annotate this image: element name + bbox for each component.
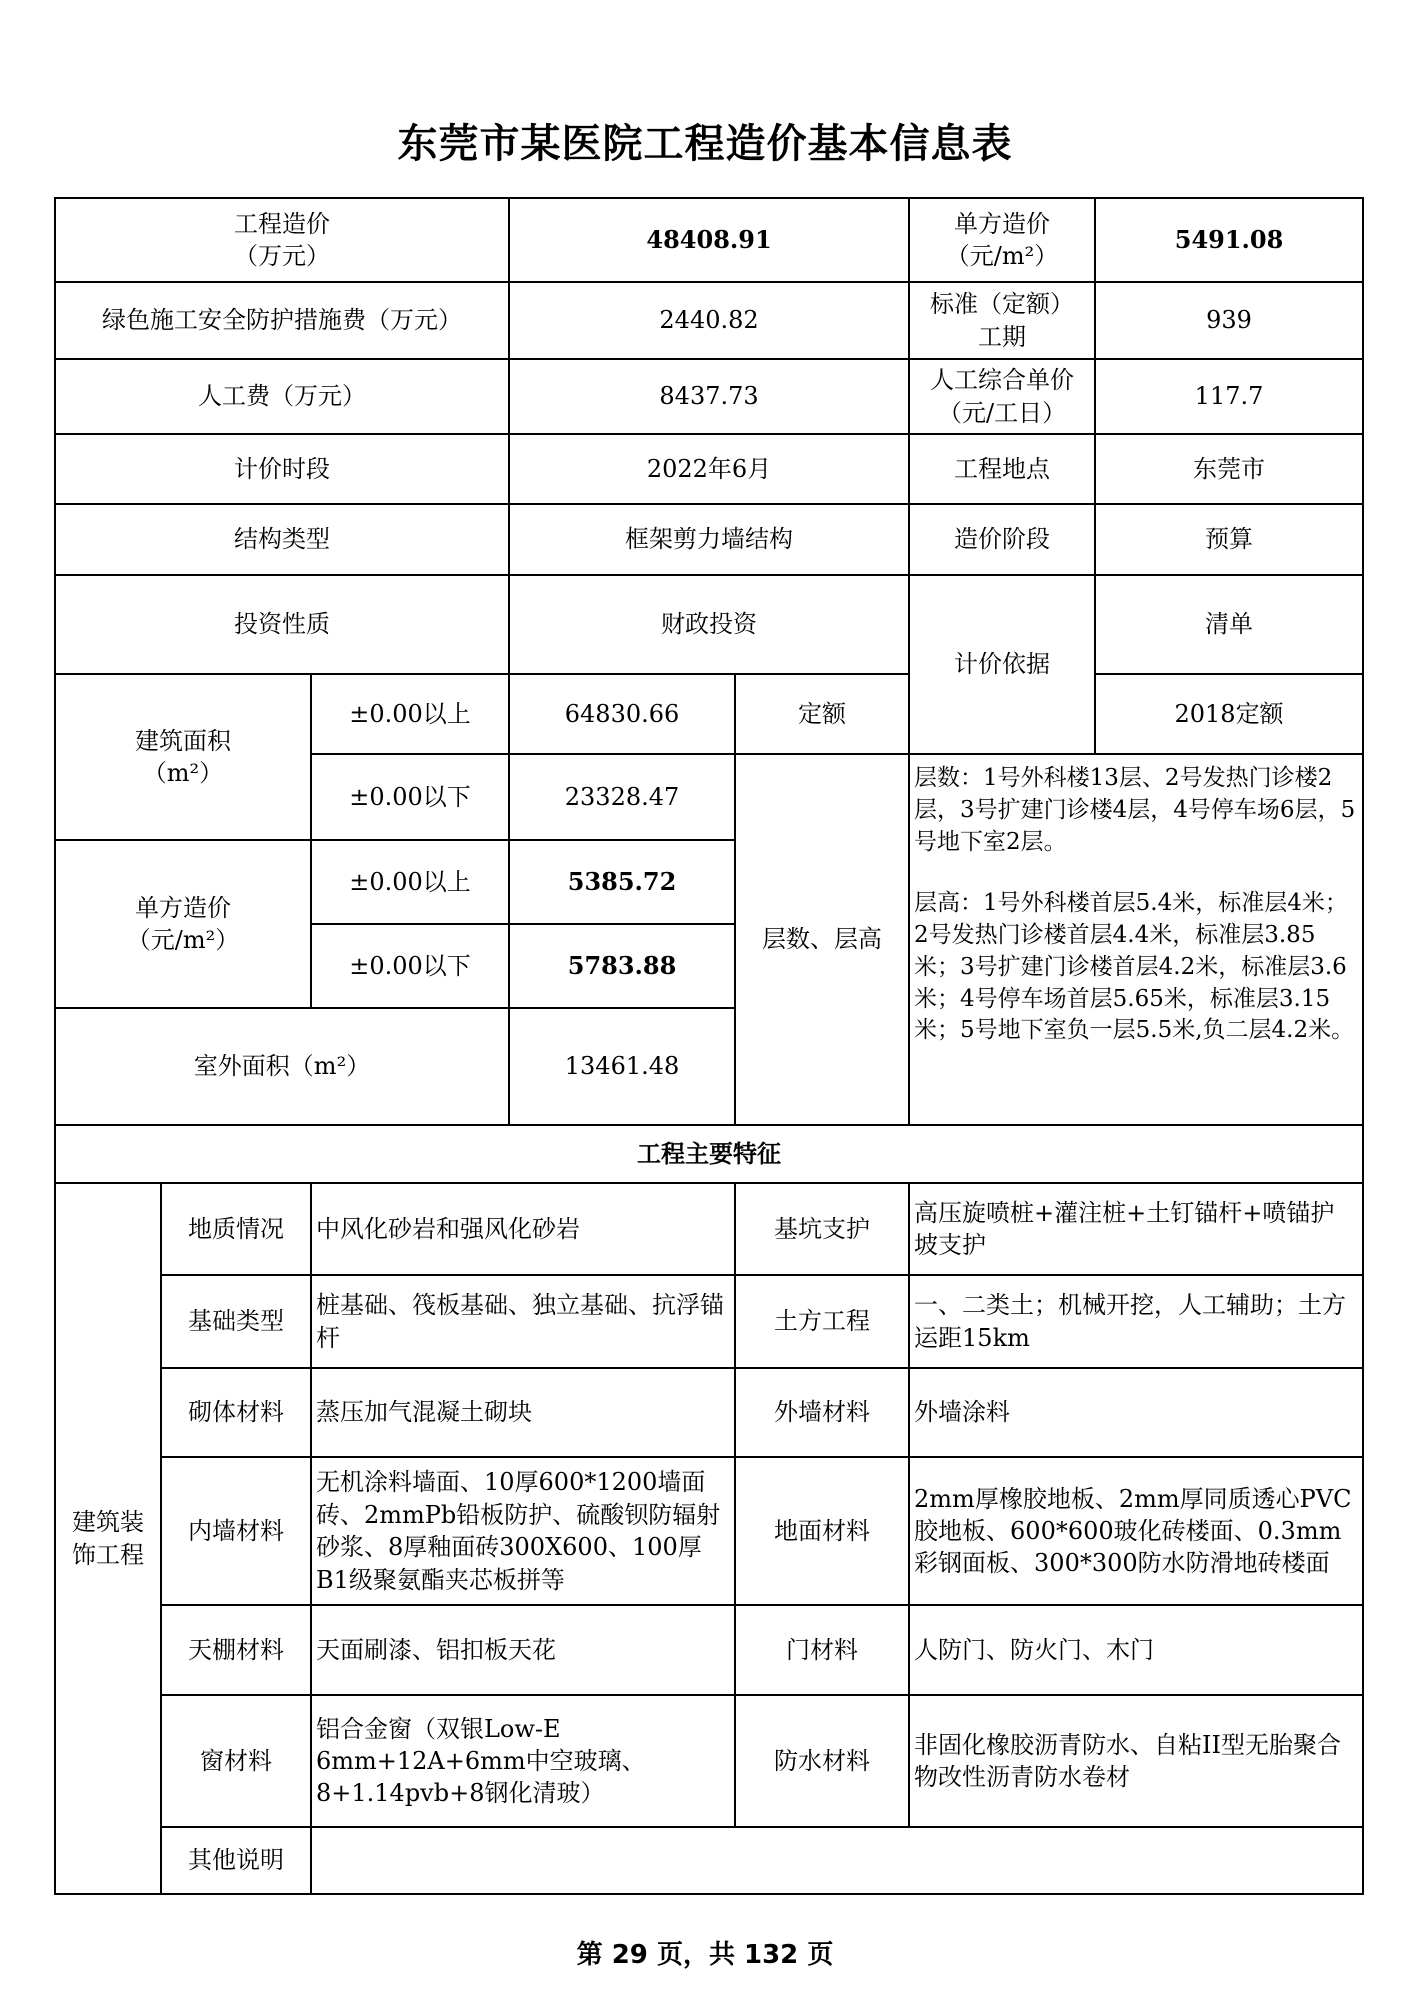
outdoor-area-value: 13461.48	[509, 1008, 735, 1125]
stage-label: 造价阶段	[909, 504, 1095, 575]
basis-list-label: 清单	[1095, 575, 1363, 674]
feature-value: 蒸压加气混凝土砌块	[311, 1368, 735, 1457]
schedule-value: 939	[1095, 282, 1363, 359]
area-above-value: 64830.66	[509, 674, 735, 754]
feature-label: 门材料	[735, 1605, 909, 1695]
feature-value: 一、二类土；机械开挖，人工辅助；土方运距15km	[909, 1275, 1363, 1368]
features-category: 建筑装饰工程	[55, 1183, 161, 1894]
floors-height-text: 层高：1号外科楼首层5.4米，标准层4米；2号发热门诊楼首层4.4米，标准层3.85米；3号扩建门诊楼首层4.2米，标准层3.6米；4号停车场首层5.65米，标准层3.15米；5号地下室负一层5.5米,负二层4.2米。	[914, 890, 1355, 1044]
feature-label: 天棚材料	[161, 1605, 311, 1695]
labor-unit-value: 117.7	[1095, 359, 1363, 434]
floors-count-text: 层数：1号外科楼13层、2号发热门诊楼2层，3号扩建门诊楼4层，4号停车场6层，5号地下室2层。	[914, 765, 1356, 855]
features-heading: 工程主要特征	[55, 1125, 1363, 1183]
feature-value: 人防门、防火门、木门	[909, 1605, 1363, 1695]
basis-quota-label: 定额	[735, 674, 909, 754]
page-number: 第 29 页，共 132 页	[576, 1940, 834, 1970]
structure-value: 框架剪力墙结构	[509, 504, 909, 575]
investment-label: 投资性质	[55, 575, 509, 674]
unit-above-label: ±0.00以上	[311, 840, 509, 924]
other-notes-value	[311, 1827, 1363, 1894]
area-below-label: ±0.00以下	[311, 754, 509, 840]
feature-value: 外墙涂料	[909, 1368, 1363, 1457]
feature-label: 外墙材料	[735, 1368, 909, 1457]
location-value: 东莞市	[1095, 434, 1363, 504]
feature-value: 桩基础、筏板基础、独立基础、抗浮锚杆	[311, 1275, 735, 1368]
area-below-value: 23328.47	[509, 754, 735, 840]
feature-value: 非固化橡胶沥青防水、自粘II型无胎聚合物改性沥青防水卷材	[909, 1695, 1363, 1827]
labor-cost-label: 人工费（万元）	[55, 359, 509, 434]
feature-value: 铝合金窗（双银Low-E 6mm+12A+6mm中空玻璃、8+1.14pvb+8钢化清玻）	[311, 1695, 735, 1827]
feature-label: 基础类型	[161, 1275, 311, 1368]
investment-value: 财政投资	[509, 575, 909, 674]
feature-value: 高压旋喷桩+灌注桩+土钉锚杆+喷锚护坡支护	[909, 1183, 1363, 1275]
green-safety-value: 2440.82	[509, 282, 909, 359]
labor-unit-label: 人工综合单价 （元/工日）	[909, 359, 1095, 434]
feature-value: 天面刷漆、铝扣板天花	[311, 1605, 735, 1695]
feature-label: 地质情况	[161, 1183, 311, 1275]
unit-cost-label: 单方造价 （元/m²）	[909, 198, 1095, 282]
feature-label: 土方工程	[735, 1275, 909, 1368]
basis-label: 计价依据	[909, 575, 1095, 754]
period-label: 计价时段	[55, 434, 509, 504]
feature-label: 窗材料	[161, 1695, 311, 1827]
labor-cost-value: 8437.73	[509, 359, 909, 434]
feature-label: 砌体材料	[161, 1368, 311, 1457]
other-notes-label: 其他说明	[161, 1827, 311, 1894]
feature-label: 防水材料	[735, 1695, 909, 1827]
unit-section-label: 单方造价 （元/m²）	[55, 840, 311, 1008]
feature-value: 无机涂料墙面、10厚600*1200墙面砖、2mmPb铅板防护、硫酸钡防辐射砂浆、8厚釉面砖300X600、100厚B1级聚氨酯夹芯板拼等	[311, 1457, 735, 1605]
unit-cost-value: 5491.08	[1095, 198, 1363, 282]
unit-above-value: 5385.72	[509, 840, 735, 924]
feature-value: 2mm厚橡胶地板、2mm厚同质透心PVC胶地板、600*600玻化砖楼面、0.3mm彩钢面板、300*300防水防滑地砖楼面	[909, 1457, 1363, 1605]
stage-value: 预算	[1095, 504, 1363, 575]
floors-description	[909, 754, 1363, 1125]
cost-info-table	[54, 197, 1364, 1895]
cost-total-value: 48408.91	[509, 198, 909, 282]
floors-label: 层数、层高	[735, 754, 909, 1125]
unit-below-label: ±0.00以下	[311, 924, 509, 1008]
cost-total-label: 工程造价 （万元）	[55, 198, 509, 282]
schedule-label: 标准（定额） 工期	[909, 282, 1095, 359]
area-above-label: ±0.00以上	[311, 674, 509, 754]
area-label: 建筑面积 （m²）	[55, 674, 311, 840]
feature-label: 基坑支护	[735, 1183, 909, 1275]
period-value: 2022年6月	[509, 434, 909, 504]
feature-label: 地面材料	[735, 1457, 909, 1605]
outdoor-area-label: 室外面积（m²）	[55, 1008, 509, 1125]
page-title: 东莞市某医院工程造价基本信息表	[397, 120, 1013, 167]
basis-quota-value: 2018定额	[1095, 674, 1363, 754]
unit-below-value: 5783.88	[509, 924, 735, 1008]
green-safety-label: 绿色施工安全防护措施费（万元）	[55, 282, 509, 359]
location-label: 工程地点	[909, 434, 1095, 504]
feature-value: 中风化砂岩和强风化砂岩	[311, 1183, 735, 1275]
feature-label: 内墙材料	[161, 1457, 311, 1605]
structure-label: 结构类型	[55, 504, 509, 575]
